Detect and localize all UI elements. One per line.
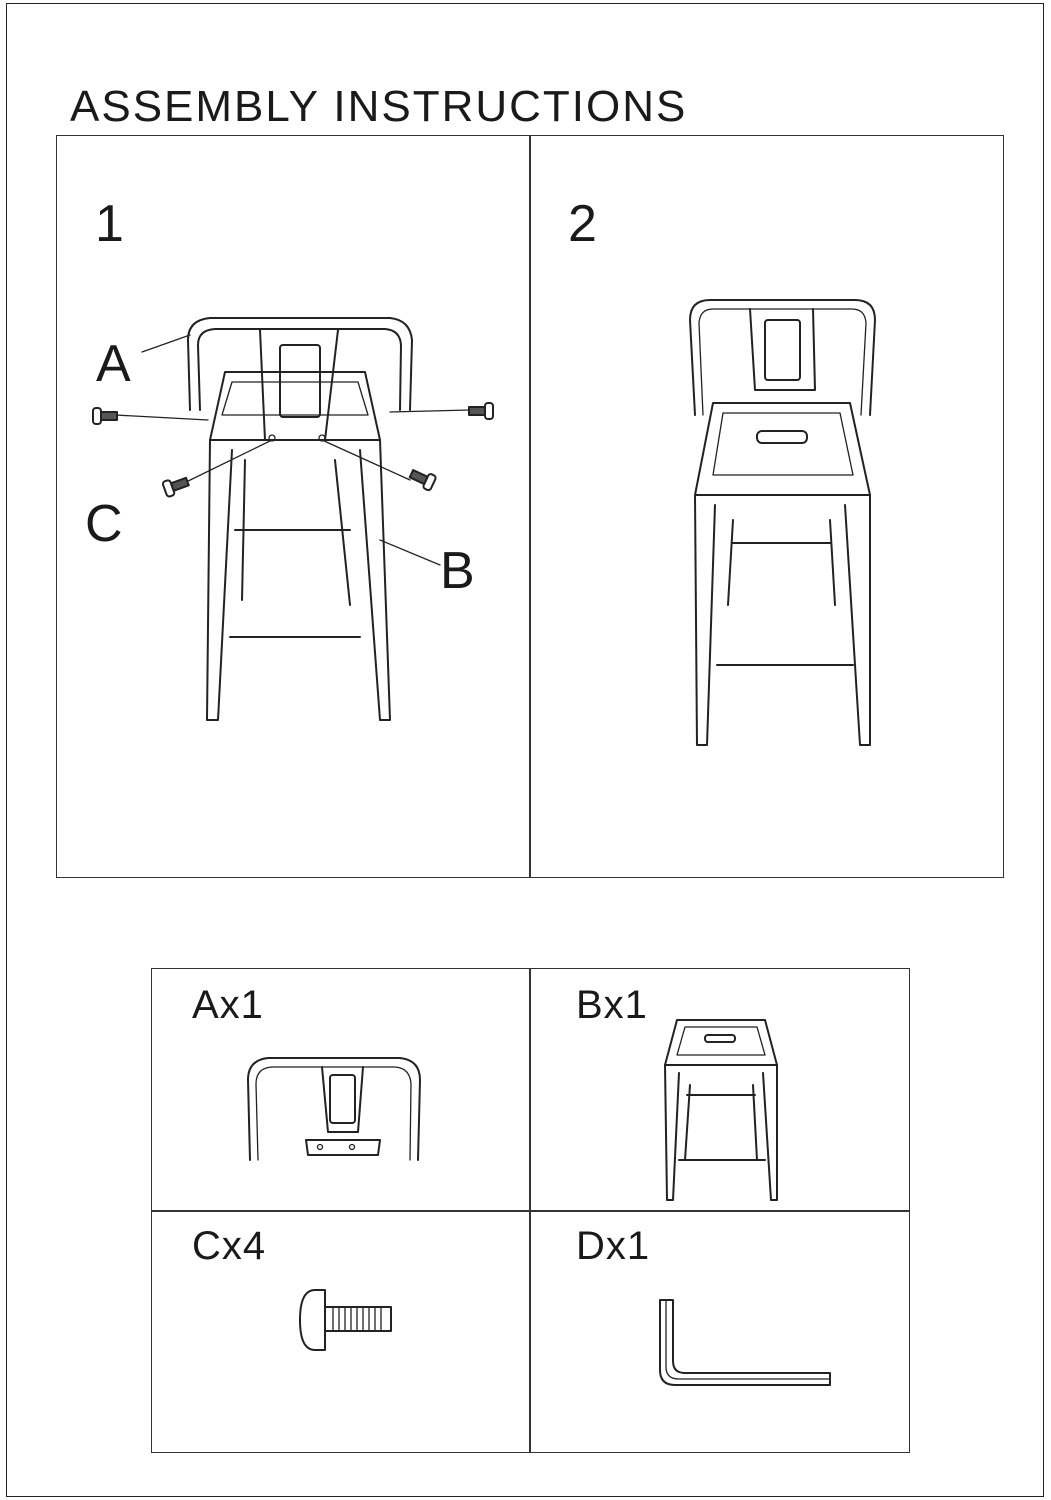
step-2-number: 2	[568, 195, 597, 253]
bolt-icon	[295, 1285, 395, 1355]
step-1-number: 1	[95, 195, 124, 253]
steps-divider	[529, 135, 531, 878]
stool-frame-icon	[665, 1015, 785, 1205]
page-title: ASSEMBLY INSTRUCTIONS	[70, 82, 688, 131]
callout-c-label: C	[85, 495, 123, 553]
callout-b-label: B	[440, 542, 475, 600]
part-d-label: Dx1	[576, 1224, 651, 1268]
part-c-label: Cx4	[192, 1224, 267, 1268]
step-1-exploded-stool-icon	[60, 300, 520, 740]
step-2-assembled-stool-icon	[685, 295, 885, 755]
backrest-icon	[240, 1050, 430, 1170]
allen-key-icon	[655, 1295, 835, 1390]
parts-horizontal-divider	[151, 1210, 910, 1212]
callout-a-label: A	[96, 335, 131, 393]
part-b-label: Bx1	[576, 983, 648, 1027]
part-a-label: Ax1	[192, 983, 264, 1027]
